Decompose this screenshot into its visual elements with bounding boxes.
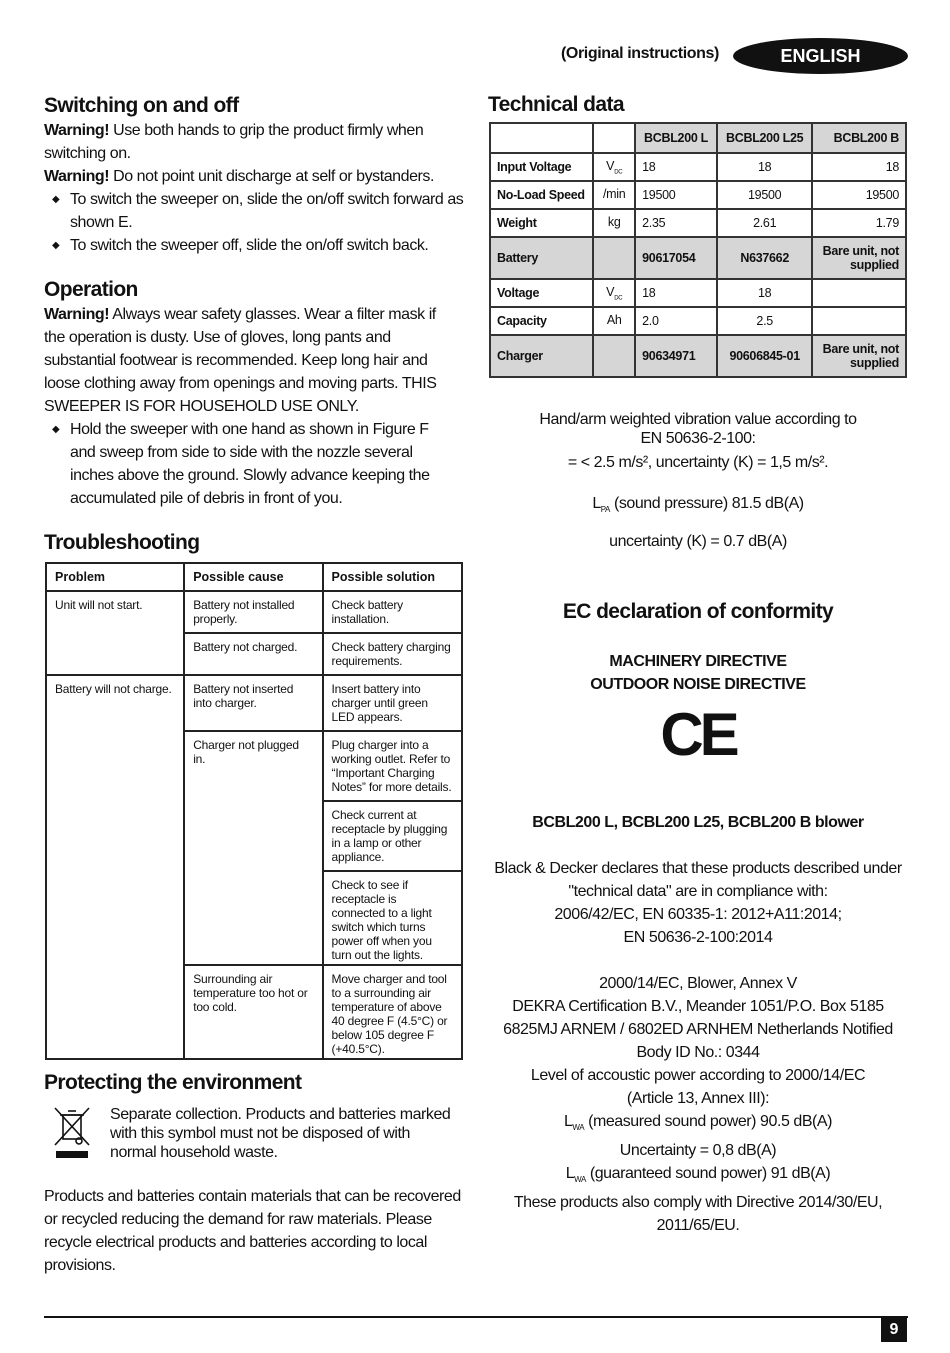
lwa-subscript: WA (574, 1175, 586, 1185)
model-header: BCBL200 L (635, 123, 717, 153)
directives (488, 650, 908, 696)
unit-cell (593, 153, 635, 181)
value-cell: 90634971 (635, 335, 717, 377)
cause-cell: Charger not plugged in. (184, 731, 322, 965)
value-cell: 90606845-01 (717, 335, 813, 377)
declaration-line: Uncertainty = 0,8 dB(A) (619, 1142, 777, 1160)
cause-cell: Battery not charged. (184, 633, 322, 675)
unit-cell (593, 335, 635, 377)
directive: OUTDOOR NOISE DIRECTIVE (590, 676, 806, 693)
declaration-line: 6825MJ ARNEM / 6802ED ARNHEM Netherlands Notified (503, 1021, 893, 1038)
bullet-item: ◆ Hold the sweeper with one hand as shown in Figure F and sweep from side to side with the nozzle several inches above the ground. Slowly advance keeping the accumulated pile of debris in front of you. (44, 418, 440, 510)
table-row (490, 307, 906, 335)
table-row (490, 181, 906, 209)
value-cell: 19500 (717, 181, 813, 209)
row-label: Voltage (490, 279, 593, 307)
ec-models: BCBL200 L, BCBL200 L25, BCBL200 B blower (532, 814, 864, 831)
declaration-line: 2000/14/EC, Blower, Annex V (599, 975, 797, 992)
value-cell: 2.61 (717, 209, 813, 237)
unit-cell (593, 209, 635, 237)
problem-cell: Battery will not charge. (46, 675, 184, 1059)
cause-cell: Battery not inserted into charger. (184, 675, 322, 731)
table-row (490, 279, 906, 307)
directive: MACHINERY DIRECTIVE (609, 653, 787, 670)
value-cell: 18 (717, 153, 813, 181)
table-row (490, 335, 906, 377)
unit-cell (593, 279, 635, 307)
environment-title: Protecting the environment (44, 1071, 302, 1094)
unit: V (606, 284, 615, 299)
warning-label: Warning! (44, 168, 110, 185)
cause-cell: Battery not installed properly. (184, 591, 322, 633)
declaration-line: 2011/65/EU. (656, 1217, 740, 1235)
solution-cell: Move charger and tool to a surrounding air temperature of above 40 degree F (4.5°C) or below 105 degree F (+40.5°C). (323, 965, 462, 1059)
solution-cell: Check current at receptacle by plugging in a lamp or other appliance. (323, 801, 462, 871)
troubleshooting-table (45, 562, 463, 1060)
ec-title: EC declaration of conformity (562, 600, 834, 623)
ec-declaration (488, 857, 908, 1237)
lwa-subscript: WA (572, 1123, 585, 1133)
unit-subscript: DC (614, 169, 623, 176)
value-cell: 19500 (635, 181, 717, 209)
unit: /min (603, 186, 626, 201)
unit: Ah (606, 312, 622, 327)
column-header: Problem (46, 563, 184, 591)
original-instructions: (Original instructions) (561, 45, 719, 62)
operation-section (44, 303, 444, 510)
unit-subscript: DC (614, 295, 623, 302)
unit-cell (593, 307, 635, 335)
switching-section (44, 119, 464, 257)
value-cell: Bare unit, not supplied (812, 237, 906, 279)
declaration-line: Black & Decker declares that these products described under (494, 860, 902, 877)
declaration-line: (Article 13, Annex III): (626, 1090, 770, 1107)
warning-text: Do not point unit discharge at self or bystanders. (109, 168, 434, 185)
solution-cell: Insert battery into charger until green LED appears. (323, 675, 462, 731)
row-label: Capacity (490, 307, 593, 335)
value-cell: 1.79 (812, 209, 906, 237)
declaration-line: "technical data" are in compliance with: (568, 883, 828, 900)
value-cell: 18 (635, 279, 717, 307)
declaration-line: Body ID No.: 0344 (636, 1044, 760, 1061)
operation-title: Operation (44, 278, 138, 301)
value-cell: 19500 (812, 181, 906, 209)
row-label: Input Voltage (490, 153, 593, 181)
row-label: Weight (490, 209, 593, 237)
technical-title: Technical data (488, 93, 624, 116)
declaration-line: DEKRA Certification B.V., Meander 1051/P.O. Box 5185 (512, 998, 884, 1015)
separate-collection-text: Separate collection. Products and batteries marked with this symbol must not be disposed of with normal household waste. (110, 1106, 451, 1161)
solution-cell: Check battery charging requirements. (323, 633, 462, 675)
value-cell: 18 (635, 153, 717, 181)
bullet-item: ◆ To switch the sweeper off, slide the on/off switch back. (44, 234, 464, 257)
switching-title: Switching on and off (44, 94, 239, 117)
value-cell: 18 (717, 279, 813, 307)
lwa-symbol: L (563, 1113, 573, 1130)
unit-cell (593, 237, 635, 279)
value-cell: Bare unit, not supplied (812, 335, 906, 377)
footer-rule (44, 1316, 908, 1318)
measured-sound-power: (measured sound power) 90.5 dB(A) (584, 1113, 833, 1130)
language-badge: ENGLISH (733, 38, 908, 74)
vibration-section (488, 410, 908, 551)
table-row (490, 153, 906, 181)
troubleshooting-title: Troubleshooting (44, 531, 200, 554)
warning-text: Always wear safety glasses. Wear a filter mask if the operation is dusty. Use of gloves, long pants and substantial footwear is recommended. Keep long hair and loose clothing away from openings and moving parts. THIS SWEEPER IS FOR HOUSEHOLD USE ONLY. (44, 306, 437, 415)
vibration-value: = < 2.5 m/s², uncertainty (K) = 1,5 m/s². (567, 454, 829, 471)
value-cell (812, 307, 906, 335)
unit-cell (593, 181, 635, 209)
problem-cell: Unit will not start. (46, 591, 184, 675)
lpa-subscript: PA (600, 505, 610, 515)
cause-cell: Surrounding air temperature too hot or too cold. (184, 965, 322, 1059)
recycling-text: Products and batteries contain materials that can be recovered or recycled reducing the demand for raw materials. Please recycle electrical products and batteries according to local provisions. (44, 1188, 461, 1274)
model-header: BCBL200 B (812, 123, 906, 153)
unit: kg (607, 214, 621, 229)
model-header: BCBL200 L25 (717, 123, 813, 153)
guaranteed-sound-power: (guaranteed sound power) 91 dB(A) (585, 1165, 831, 1183)
value-cell: 18 (812, 153, 906, 181)
value-cell: 90617054 (635, 237, 717, 279)
warning-label: Warning! (44, 122, 110, 139)
technical-data-table (489, 122, 907, 378)
declaration-line: Level of accoustic power according to 2000/14/EC (530, 1067, 866, 1084)
sound-pressure: (sound pressure) 81.5 dB(A) (609, 495, 804, 512)
warning-label: Warning! (44, 306, 110, 323)
declaration-line: These products also comply with Directive 2014/30/EU, (513, 1194, 883, 1212)
table-row (490, 209, 906, 237)
value-cell: 2.5 (717, 307, 813, 335)
row-label: Charger (490, 335, 593, 377)
lpa-symbol: L (592, 495, 601, 512)
column-header: Possible solution (323, 563, 462, 591)
value-cell (812, 279, 906, 307)
ce-mark: CE (660, 701, 736, 768)
lwa-symbol: L (565, 1165, 575, 1183)
uncertainty: uncertainty (K) = 0.7 dB(A) (609, 533, 787, 551)
value-cell: N637662 (717, 237, 813, 279)
column-header: Possible cause (184, 563, 322, 591)
table-row (490, 237, 906, 279)
vibration-text: Hand/arm weighted vibration value according to (539, 411, 857, 428)
solution-cell: Check to see if receptacle is connected to a light switch which turns power off when you turn out the lights. (323, 871, 462, 965)
vibration-text: EN 50636-2-100: (640, 430, 756, 447)
solution-cell: Check battery installation. (323, 591, 462, 633)
declaration-line: EN 50636-2-100:2014 (623, 929, 773, 946)
solution-cell: Plug charger into a working outlet. Refer to “Important Charging Notes” for more details. (323, 731, 462, 801)
bullet-item: ◆ To switch the sweeper on, slide the on/off switch forward as shown E. (44, 188, 464, 234)
unit: V (606, 158, 615, 173)
page-number: 9 (881, 1318, 907, 1342)
row-label: Battery (490, 237, 593, 279)
declaration-line: 2006/42/EC, EN 60335-1: 2012+A11:2014; (554, 906, 842, 923)
weee-bin-icon (52, 1105, 92, 1161)
row-label: No-Load Speed (490, 181, 593, 209)
value-cell: 2.35 (635, 209, 717, 237)
value-cell: 2.0 (635, 307, 717, 335)
warning-text: Use both hands to grip the product firmly when switching on. (44, 122, 424, 162)
